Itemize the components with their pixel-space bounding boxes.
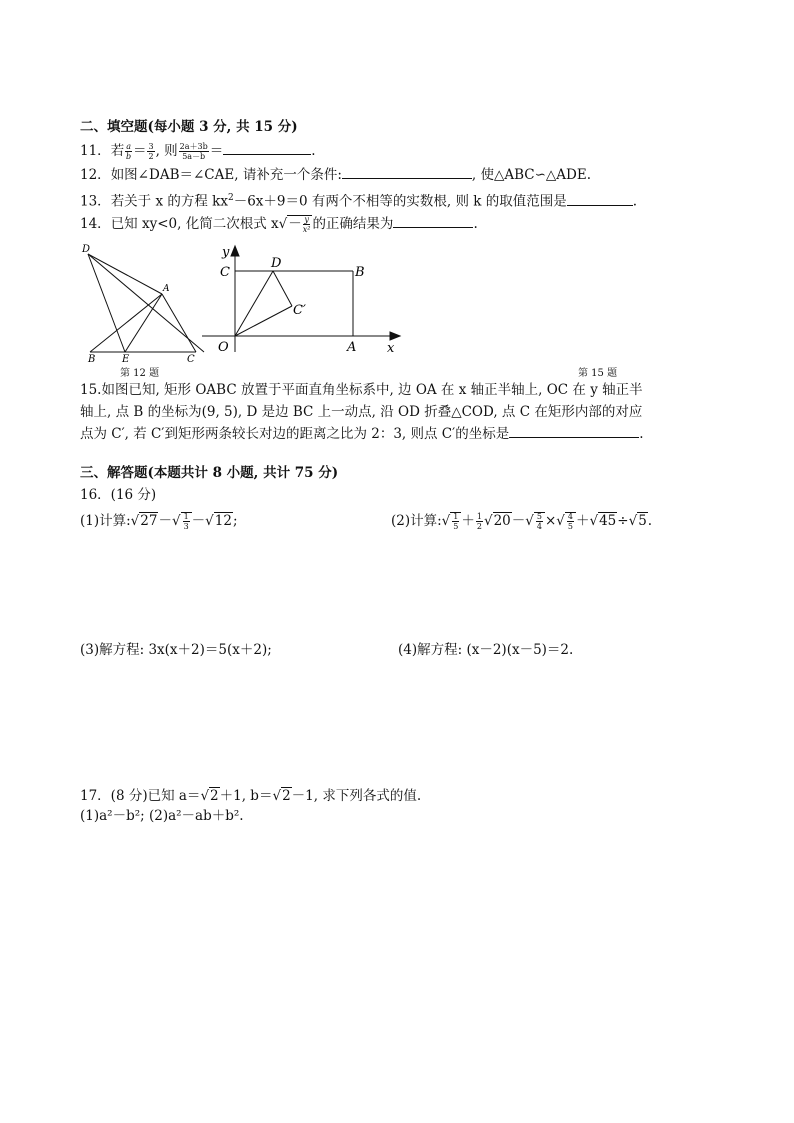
radical-sign xyxy=(279,216,288,232)
figure-15 xyxy=(198,240,408,358)
question-17: 17．(8 分)已知 a＝√ 2＋1, b＝√ 2－1, 求下列各式的值. xyxy=(80,787,421,805)
radicand-12: 12 xyxy=(214,513,232,529)
answer-blank-15[interactable] xyxy=(509,425,639,438)
label-e: E xyxy=(122,354,130,364)
question-12: 12．如图∠DAB＝∠CAE, 请补充一个条件: , 使△ABC∽△ADE. xyxy=(80,167,592,183)
segment-ea xyxy=(125,294,162,352)
label-d: D xyxy=(82,244,91,255)
radicand-27: 27 xyxy=(140,513,158,529)
question-11: 11．若 $\frac{a}{b}$ ＝ $\frac{3}{2}$ , 则 $\frac{2a+3b}{5a-b}$ ＝ . xyxy=(80,142,316,161)
figure-15-caption: 第 15 题 xyxy=(578,368,618,379)
question-17-parts: (1)a²－b²; (2)a²－ab＋b². xyxy=(80,808,244,824)
label-d: D xyxy=(271,256,282,271)
label-b: B xyxy=(355,265,365,280)
question-13: 13．若关于 x 的方程 $kx^2-6x+9=0$ 有两个不相等的实数根, 则 k 的取值范围是 . xyxy=(80,193,638,210)
question-16-part-4: (4)解方程: (x－2)(x－5)＝2. xyxy=(398,642,574,658)
segment-dc xyxy=(88,254,204,352)
radicand-one-third: $\frac{1}{3}$ xyxy=(181,512,192,529)
question-16-part-1: (1)计算:√ 27－√ $\frac{1}{3}$ －√ 12; xyxy=(80,512,238,531)
segment-ac xyxy=(162,294,196,352)
x-axis-arrow xyxy=(390,332,400,340)
answer-blank-13[interactable] xyxy=(567,193,633,206)
label-c-prime: C′ xyxy=(293,303,306,318)
label-c: C xyxy=(220,265,230,280)
question-15-line-1: 15.如图已知, 矩形 OABC 放置于平面直角坐标系中, 边 OA 在 x 轴正半轴上, OC 在 y 轴正半 xyxy=(80,382,643,398)
label-x: x xyxy=(387,341,395,356)
label-c: C xyxy=(187,354,195,364)
fraction-expression: $\frac{2a+3b}{5a-b}$ xyxy=(179,142,208,161)
question-15-line-3: 点为 C′, 若 C′到矩形两条较长对边的距离之比为 2：3, 则点 C′的坐标是 . xyxy=(80,426,644,442)
segment-ba xyxy=(90,294,162,352)
fraction-a-over-b: $\frac{a}{b}$ xyxy=(126,142,132,161)
figure-12 xyxy=(78,240,208,364)
figure-12-caption: 第 12 题 xyxy=(120,368,160,379)
question-14: 14．已知 xy<0, 化简二次根式 x√ － $\frac{y}{\text{x²}}$ 的正确结果为 . xyxy=(80,215,478,234)
radicand: － $\frac{y}{\text{x²}}$ xyxy=(288,215,311,234)
label-b: B xyxy=(88,354,96,364)
label-o: O xyxy=(218,340,229,355)
section-2-title: 二、填空题(每小题 3 分, 共 15 分) xyxy=(80,119,298,135)
answer-blank-11[interactable] xyxy=(223,142,311,155)
question-16-part-2: (2)计算:√ $\frac{1}{5}$ ＋ $\frac{1}{2}$ √ 20－√ $\frac{5}{4}$ ×√ $\frac{4}{5}$ ＋√ 45÷√ 5. xyxy=(391,512,652,531)
answer-blank-12[interactable] xyxy=(342,166,472,179)
y-axis-arrow xyxy=(231,246,239,256)
segment-da xyxy=(88,254,162,294)
label-a: A xyxy=(347,340,357,355)
section-3-title: 三、解答题(本题共计 8 小题, 共计 75 分) xyxy=(80,465,339,481)
label-a: A xyxy=(163,284,170,294)
question-16-part-3: (3)解方程: 3x(x＋2)＝5(x＋2); xyxy=(80,642,272,658)
label-y: y xyxy=(222,245,230,260)
question-16-header: 16．(16 分) xyxy=(80,487,157,503)
question-15-line-2: 轴上, 点 B 的坐标为(9, 5), D 是边 BC 上一动点, 沿 OD 折叠△COD, 点 C 在矩形内部的对应 xyxy=(80,404,643,420)
segment-dc-prime xyxy=(273,271,292,306)
answer-blank-14[interactable] xyxy=(393,215,473,228)
segment-de xyxy=(88,254,125,352)
fraction-3-over-2: $\frac{3}{2}$ xyxy=(148,142,154,161)
